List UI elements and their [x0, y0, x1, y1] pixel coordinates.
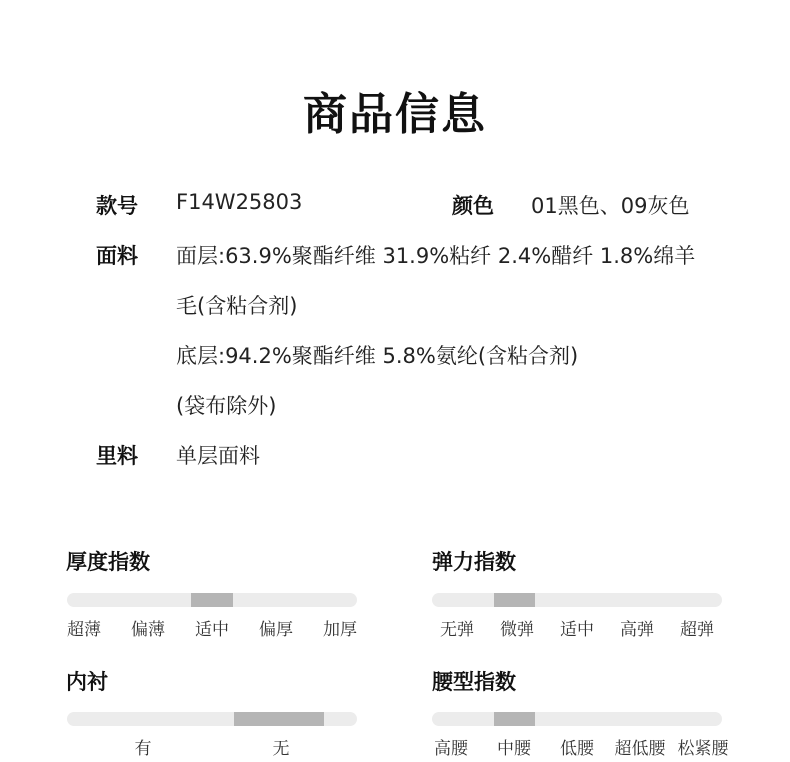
thickness-option: 适中 [195, 620, 229, 640]
elasticity-option: 高弹 [620, 620, 654, 640]
waist-index-title: 腰型指数 [432, 670, 516, 694]
waist-option: 松紧腰 [677, 739, 729, 759]
thickness-scale-track [67, 593, 357, 607]
fabric-label: 面料 [96, 244, 138, 268]
style-number-label: 款号 [96, 194, 138, 218]
thickness-option: 偏薄 [131, 620, 165, 640]
fabric-line-4: (袋布除外) [176, 394, 277, 418]
elasticity-index-title: 弹力指数 [432, 550, 516, 574]
waist-option: 低腰 [560, 739, 594, 759]
thickness-option: 超薄 [67, 620, 101, 640]
elasticity-option: 适中 [560, 620, 594, 640]
waist-option: 超低腰 [614, 739, 666, 759]
lining-index-title: 内衬 [66, 670, 108, 694]
lining-label: 里料 [96, 444, 138, 468]
lining-scale-track [67, 712, 357, 726]
waist-selected-segment [494, 712, 535, 726]
elasticity-option: 超弹 [680, 620, 714, 640]
thickness-selected-segment [191, 593, 233, 607]
lining-value: 单层面料 [176, 444, 260, 468]
elasticity-option: 无弹 [440, 620, 474, 640]
color-value: 01黑色、09灰色 [531, 194, 690, 218]
thickness-index-title: 厚度指数 [66, 550, 150, 574]
lining-option: 有 [134, 739, 152, 759]
thickness-option: 偏厚 [259, 620, 293, 640]
style-number-value: F14W25803 [176, 190, 303, 214]
fabric-line-2: 毛(含粘合剂) [176, 294, 298, 318]
fabric-line-3: 底层:94.2%聚酯纤维 5.8%氨纶(含粘合剂) [176, 344, 579, 368]
lining-option: 无 [272, 739, 290, 759]
page-title: 商品信息 [303, 89, 487, 140]
elasticity-scale-track [432, 593, 722, 607]
color-label: 颜色 [452, 194, 494, 218]
waist-option: 中腰 [497, 739, 531, 759]
lining-selected-segment [234, 712, 324, 726]
waist-option: 高腰 [434, 739, 468, 759]
elasticity-selected-segment [494, 593, 535, 607]
thickness-option: 加厚 [323, 620, 357, 640]
elasticity-option: 微弹 [500, 620, 534, 640]
waist-scale-track [432, 712, 722, 726]
fabric-line-1: 面层:63.9%聚酯纤维 31.9%粘纤 2.4%醋纤 1.8%绵羊 [176, 244, 696, 268]
